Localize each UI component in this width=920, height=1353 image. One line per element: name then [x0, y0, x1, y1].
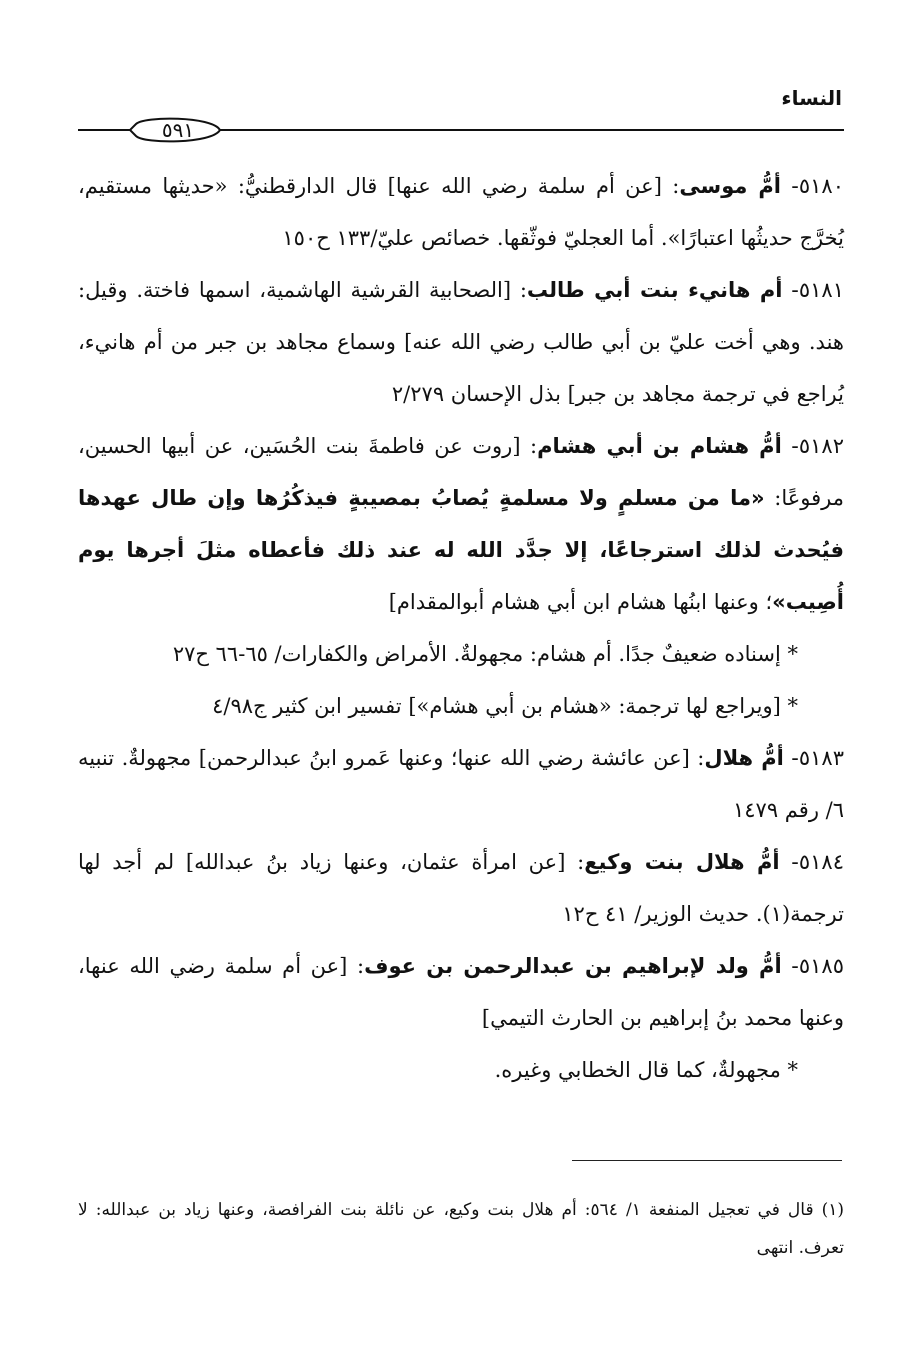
entry-note-unknown: * مجهولةٌ، كما قال الخطابي وغيره.	[494, 1058, 798, 1082]
entry-name: أمُّ هشام بن أبي هشام	[537, 434, 782, 458]
entry-number: ٥١٨١-	[791, 278, 844, 302]
entry-5181	[78, 264, 844, 420]
entry-5184	[78, 836, 844, 940]
entry-text: : [روت عن فاطمةَ بنت الحُسَين، عن أبيها الحسين، مرفوعًا:	[78, 434, 844, 510]
entry-5182	[78, 420, 844, 628]
entry-text-after: ؛ وعنها ابنُها هشام ابن أبي هشام أبوالمقدام]	[388, 590, 773, 614]
footnote-rule	[572, 1160, 842, 1161]
entry-text: : [عن أم سلمة رضي الله عنها، وعنها محمد بنُ إبراهيم بن الحارث التيمي]	[78, 954, 844, 1030]
entry-text: : [الصحابية القرشية الهاشمية، اسمها فاختة. وقيل: هند. وهي أخت عليّ بن أبي طالب رضي الله عنه] وسماع مجاهد بن جبر من أم هانيء، يُراجع في ترجمة مجاهد بن جبر] بذل الإحسان ٢/٢٧٩	[78, 278, 844, 406]
entry-name: أمُّ هلال	[704, 746, 784, 770]
entry-text: : [عن عائشة رضي الله عنها؛ وعنها عَمرو ابنُ عبدالرحمن] مجهولةٌ. تنبيه ٦/ رقم ١٤٧٩	[78, 746, 844, 822]
entry-text: : [عن أم سلمة رضي الله عنها] قال الدارقطنيُّ: «حديثها مستقيم، يُخرَّج حديثُها اعتبارًا». أما العجليّ فوثّقها. خصائص عليّ/١٣٣ ح١٥٠	[78, 174, 844, 250]
running-title: النساء	[781, 86, 842, 110]
entry-name: أمُّ موسى	[679, 174, 781, 198]
entry-5180	[78, 160, 844, 264]
page-number: ٥٩١	[161, 118, 195, 142]
entry-5185	[78, 940, 844, 1044]
footnote: (١) قال في تعجيل المنفعة ١/ ٥٦٤: أم هلال بنت وكيع، عن نائلة بنت الفرافصة، وعنها زياد بن عبدالله: لا تعرف. انتهى	[78, 1200, 845, 1258]
entry-name: أمُّ ولد لإبراهيم بن عبدالرحمن بن عوف	[364, 954, 782, 978]
hadith-text: «ما من مسلمٍ ولا مسلمةٍ يُصابُ بمصيبةٍ فيذكُرُها وإن طال عهدها فيُحدث لذلك استرجاعًا، إلا جدَّد الله له عند ذلك فأعطاه مثلَ أجرها يوم أُصِيب»	[78, 486, 844, 614]
entry-number: ٥١٨٠-	[791, 174, 844, 198]
entry-number: ٥١٨٤-	[791, 850, 844, 874]
page-body	[78, 160, 844, 1096]
entry-number: ٥١٨٥-	[791, 954, 844, 978]
entry-number: ٥١٨٣-	[791, 746, 844, 770]
entry-note-reference: * [ويراجع لها ترجمة: «هشام بن أبي هشام»] تفسير ابن كثير ج٤/٩٨	[212, 694, 798, 718]
entry-note-grading: * إسناده ضعيفٌ جدًا. أم هشام: مجهولةٌ. الأمراض والكفارات/ ٦٥-٦٦ ح٢٧	[172, 642, 798, 666]
entry-name: أم هانيء بنت أبي طالب	[526, 278, 783, 302]
entry-name: أمُّ هلال بنت وكيع	[584, 850, 780, 874]
entry-5183	[78, 732, 844, 836]
entry-text: : [عن امرأة عثمان، وعنها زياد بنُ عبدالله] لم أجد لها ترجمة(١). حديث الوزير/ ٤١ ح١٢	[78, 850, 844, 926]
entry-number: ٥١٨٢-	[791, 434, 844, 458]
